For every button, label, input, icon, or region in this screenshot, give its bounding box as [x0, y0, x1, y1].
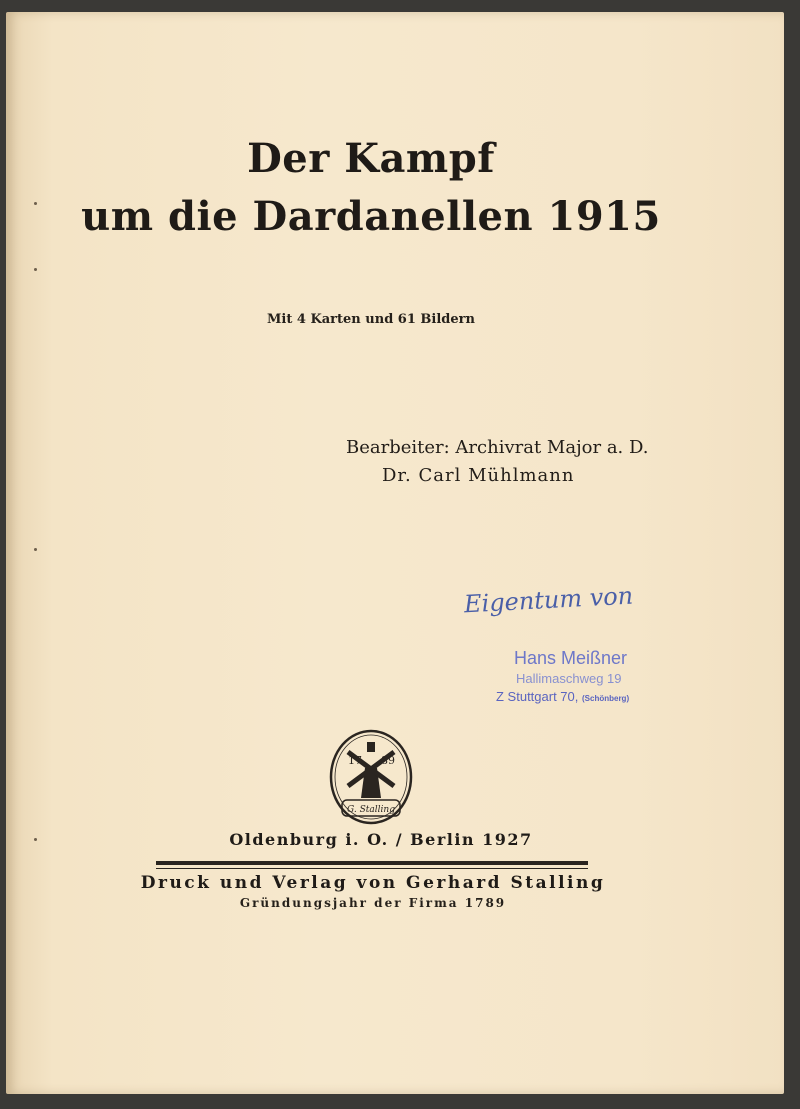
emblem-year-right: 89: [381, 754, 395, 767]
book-title: [6, 130, 736, 246]
title-line-2: um die Dardanellen 1915: [81, 193, 661, 240]
editor-line-2: Dr. Carl Mühlmann: [382, 465, 575, 486]
stamp-district: (Schönberg): [582, 694, 630, 703]
divider-thin: [156, 868, 588, 869]
binding-mark: [34, 548, 37, 551]
owner-stamp: [486, 648, 686, 704]
founding-year: Gründungsjahr der Firma 1789: [239, 896, 507, 910]
emblem-signature: G. Stalling: [347, 805, 395, 815]
editor-block: [346, 434, 666, 490]
editor-line-1: Bearbeiter: Archivrat Major a. D.: [346, 437, 649, 458]
stamp-city-name: Z Stuttgart 70,: [496, 689, 579, 704]
publisher: Druck und Verlag von Gerhard Stalling: [140, 873, 606, 893]
stamp-name: Hans Meißner: [514, 648, 628, 668]
stamp-street: Hallimaschweg 19: [516, 671, 622, 686]
book-subtitle: Mit 4 Karten und 61 Bildern: [267, 312, 475, 327]
binding-mark: [34, 268, 37, 271]
windmill-emblem-icon: [328, 728, 414, 826]
place-and-year: Oldenburg i. O. / Berlin 1927: [229, 830, 533, 849]
title-line-1: Der Kampf: [247, 135, 495, 182]
divider-thick: [156, 861, 588, 865]
emblem-year-left: 17: [348, 754, 362, 767]
title-page: [6, 12, 784, 1094]
handwritten-ownership-note: Eigentum von: [463, 581, 634, 619]
stamp-city: [486, 689, 686, 704]
